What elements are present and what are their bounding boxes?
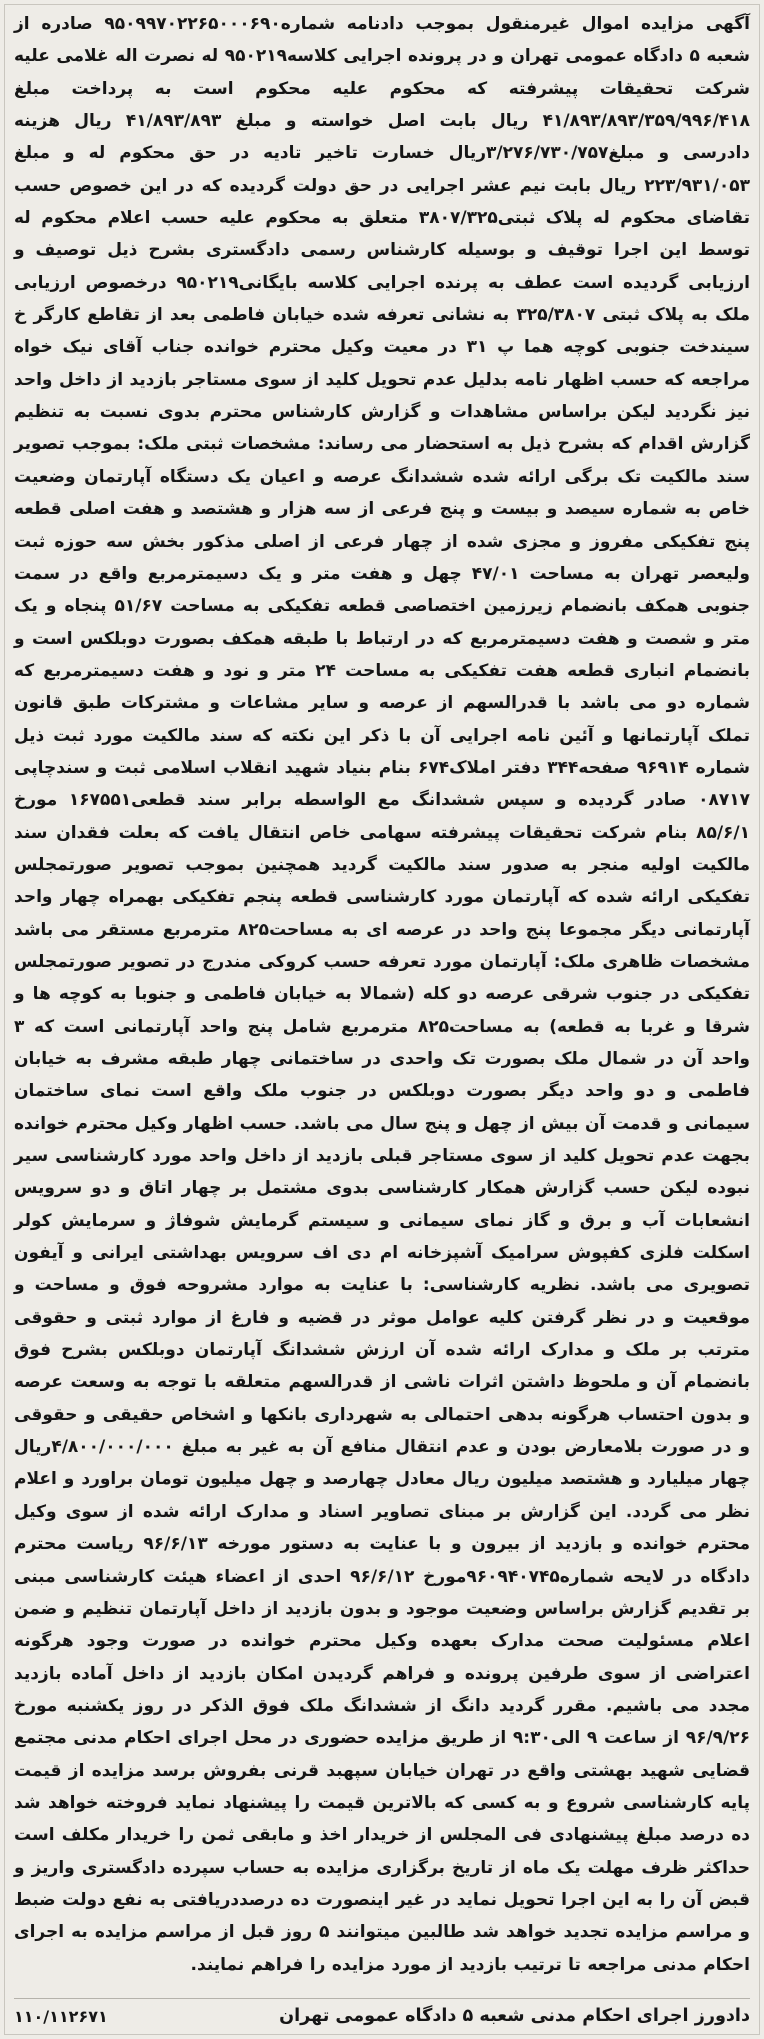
notice-code: ۱۱۰/۱۱۲۶۷۱ bbox=[14, 2006, 108, 2026]
notice-footer bbox=[14, 1998, 750, 2033]
notice-body: آگهی مزایده اموال غیرمنقول بموجب دادنامه شماره۹۵۰۹۹۷۰۲۲۶۵۰۰۰۶۹۰ صادره از شعبه ۵ دادگاه عمومی تهران و در پرونده اجرایی کلاسه۹۵۰۲۱۹ له نصرت اله غلامی علیه شرکت تحقیقات پیشرفته که محکوم علیه محکوم است به پرداخت مبلغ ۴۱/۸۹۳/۸۹۳/۳۵۹/۹۹۶/۴۱۸ ریال بابت اصل خواسته و مبلغ ۴۱/۸۹۳/۸۹۳ ریال هزینه دادرسی و مبلغ۳/۲۷۶/۷۳۰/۷۵۷ریال خسارت تاخیر تادیه در حق محکوم له و مبلغ ۲۲۳/۹۳۱/۰۵۳ ریال بابت نیم عشر اجرایی در حق دولت گردیده که در این خصوص حسب تقاضای محکوم له پلاک ثبتی۳۸۰۷/۳۲۵ متعلق به محکوم علیه حسب اعلام محکوم له توسط این اجرا توقیف و بوسیله کارشناس رسمی دادگستری بشرح ذیل توصیف و ارزیابی گردیده است عطف به پرنده اجرایی کلاسه بایگانی۹۵۰۲۱۹ درخصوص ارزیابی ملک به پلاک ثبتی ۳۲۵/۳۸۰۷ به نشانی تعرفه شده خیابان فاطمی بعد از تقاطع کارگر خ سیندخت جنوبی کوچه هما پ ۳۱ در معیت وکیل محترم خوانده جناب آقای نیک خواه مراجعه که حسب اظهار نامه بدلیل عدم تحویل کلید از سوی مستاجر بازدید از داخل واحد نیز نگردید لیکن براساس مشاهدات و گزارش کارشناس محترم بدوی نسبت به تنظیم گزارش اقدام که بشرح ذیل به استحضار می رساند: مشخصات ثبتی ملک: بموجب تصویر سند مالکیت تک برگی ارائه شده ششدانگ عرصه و اعیان یک دستگاه آپارتمان وضعیت خاص به شماره سیصد و بیست و پنج فرعی از سه هزار و هشتصد و هفت اصلی قطعه پنج تفکیکی مفروز و مجزی شده از چهار فرعی از اصلی مذکور بخش سه حوزه ثبت ولیعصر تهران به مساحت ۴۷/۰۱ چهل و هفت متر و یک دسیمترمربع واقع در سمت جنوبی همکف بانضمام زیرزمین اختصاصی قطعه تفکیکی به مساحت ۵۱/۶۷ پنجاه و یک متر و شصت و هفت دسیمترمربع که در ارتباط با طبقه همکف بصورت دوبلکس است و بانضمام انباری قطعه هفت تفکیکی به مساحت ۲۴ متر و نود و هفت دسیمترمربع که شماره دو می باشد با قدرالسهم از عرصه و سایر مشاعات و مشترکات طبق قانون تملک آپارتمانها و آئین نامه اجرایی آن با ذکر این نکته که سند مالکیت مورد ثبت ذیل شماره ۹۶۹۱۴ صفحه۳۴۴ دفتر املاک۶۷۴ بنام بنیاد شهید انقلاب اسلامی ثبت و سندچاپی ۰۸۷۱۷ صادر گردیده و سپس ششدانگ مع الواسطه برابر سند قطعی۱۶۷۵۵۱ مورخ ۸۵/۶/۱ بنام شرکت تحقیقات پیشرفته سهامی خاص انتقال یافت که بعلت فقدان سند مالکیت اولیه منجر به صدور سند مالکیت گردید همچنین بموجب تصویر صورتمجلس تفکیکی ارائه شده که آپارتمان مورد کارشناسی قطعه پنجم تفکیکی بهمراه چهار واحد آپارتمانی دیگر مجموعا پنج واحد در عرصه ای به مساحت۸۲۵ مترمربع مستقر می باشد مشخصات ظاهری ملک: آپارتمان مورد تعرفه حسب کروکی مندرج در تصویر صورتمجلس تفکیکی در جنوب شرقی عرصه دو کله (شمالا به خیابان فاطمی و جنوبا به کوچه ها و شرقا و غربا به قطعه) به مساحت۸۲۵ مترمربع شامل پنج واحد آپارتمانی است که ۳ واحد آن در شمال ملک بصورت تک واحدی در ساختمانی چهار طبقه مشرف به خیابان فاطمی و دو واحد دیگر بصورت دوبلکس در جنوب ملک واقع است نمای ساختمان سیمانی و قدمت آن بیش از چهل و پنج سال می باشد. حسب اظهار وکیل محترم خوانده بجهت عدم تحویل کلید از سوی مستاجر قبلی بازدید از داخل واحد مورد کارشناسی سیر نبوده لیکن حسب گزارش همکار کارشناسی بدوی مشتمل بر چهار اتاق و دو سرویس انشعابات آب و برق و گاز نمای سیمانی و سیستم گرمایش شوفاژ و سرمایش کولر اسکلت فلزی کفپوش سرامیک آشپزخانه ام دی اف سرویس بهداشتی ایرانی و آیفون تصویری می باشد. نظریه کارشناسی: با عنایت به موارد مشروحه فوق و مساحت و موقعیت و در نظر گرفتن کلیه عوامل موثر در قضیه و فارغ از موارد ثبتی و حقوقی مترتب بر ملک و مدارک ارائه شده آن ارزش ششدانگ آپارتمان دوبلکس بشرح فوق بانضمام آن و ملحوظ داشتن اثرات ناشی از قدرالسهم متعلقه با توجه به وسعت عرصه و بدون احتساب هرگونه بدهی احتمالی به شهرداری بانکها و اشخاص حقیقی و حقوقی و در صورت بلامعارض بودن و عدم انتقال منافع آن به غیر به مبلغ ۴/۸۰۰/۰۰۰/۰۰۰ریال چهار میلیارد و هشتصد میلیون ریال معادل چهارصد و چهل میلیون تومان براورد و اعلام نظر می گردد. این گزارش بر مبنای تصاویر اسناد و مدارک ارائه شده از سوی وکیل محترم خوانده و بازدید از بیرون و با عنایت به دستور مورخه ۹۶/۶/۱۳ ریاست محترم دادگاه در لایحه شماره۹۶۰۹۴۰۷۴۵مورخ ۹۶/۶/۱۲ احدی از اعضاء هیئت کارشناسی مبنی بر تقدیم گزارش براساس وضعیت موجود و بدون بازدید از داخل آپارتمان تنظیم و ضمن اعلام مسئولیت صحت مدارک بعهده وکیل محترم خوانده در صورت وجود هرگونه اعتراضی از سوی طرفین پرونده و فراهم گردیدن امکان بازدید از داخل آماده بازدید مجدد می باشیم. مقرر گردید دانگ از ششدانگ ملک فوق الذکر در روز یکشنبه مورخ ۹۶/۹/۲۶ از ساعت ۹ الی۹:۳۰ از طریق مزایده حضوری در محل اجرای احکام مدنی مجتمع قضایی شهید بهشتی واقع در تهران خیابان سپهبد قرنی بفروش برسد مزایده از قیمت پایه کارشناسی شروع و به کسی که بالاترین قیمت را پیشنهاد نماید فروخته خواهد شد ده درصد مبلغ پیشنهادی فی المجلس از خریدار اخذ و مابقی ثمن را خریدار مکلف است حداکثر ظرف مهلت یک ماه از تاریخ برگزاری مزایده به حساب سپرده دادگستری واریز و قبض آن را به این اجرا تحویل نماید در غیر اینصورت ده درصددریافتی به نفع دولت ضبط و مراسم مزایده تجدید خواهد شد طالبین میتوانند ۵ روز قبل از مراسم مزایده به اجرای احکام مدنی مراجعه تا ترتیب بازدید از مورد مزایده را فراهم نمایند. bbox=[14, 14, 751, 1975]
issuer-signature: دادورز اجرای احکام مدنی شعبه ۵ دادگاه عمومی تهران bbox=[279, 2006, 750, 2026]
